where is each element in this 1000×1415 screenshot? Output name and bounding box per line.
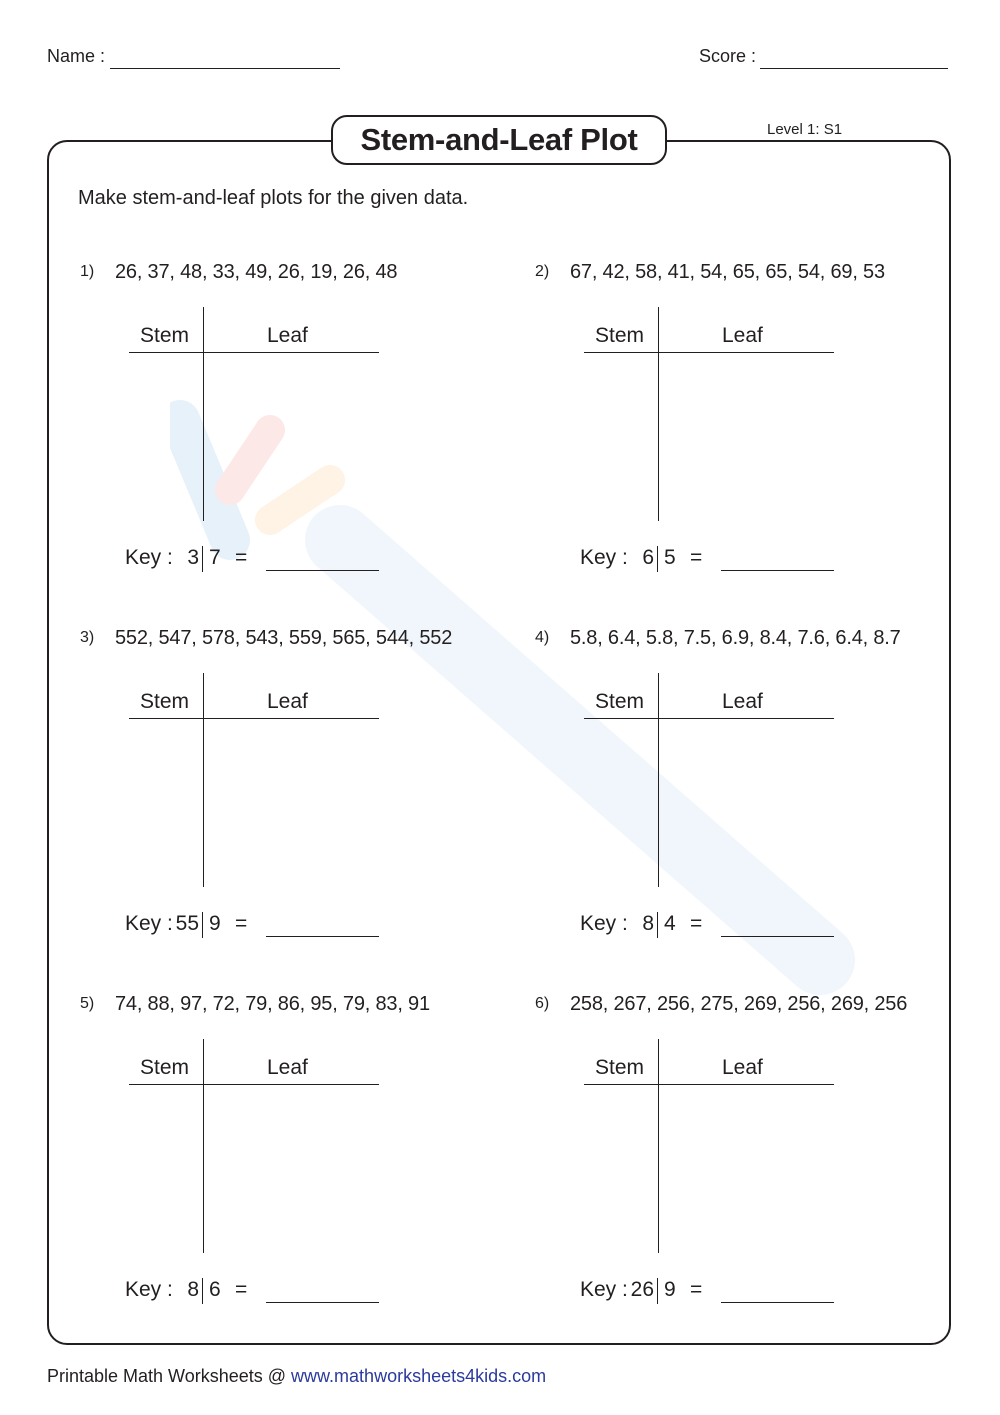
key-answer-blank[interactable] [721,570,834,571]
key-equals: = [235,546,248,569]
stem-leaf-answer-area[interactable] [584,1086,834,1252]
footer-link[interactable]: www.mathworksheets4kids.com [291,1366,547,1386]
problem-data: 26, 37, 48, 33, 49, 26, 19, 26, 48 [115,261,398,283]
stem-header: Stem [140,690,190,713]
leaf-header: Leaf [267,324,308,347]
table-header-line [129,1084,379,1085]
key-answer-blank[interactable] [721,1302,834,1303]
table-header-line [584,352,834,353]
problem-data: 67, 42, 58, 41, 54, 65, 65, 54, 69, 53 [570,261,885,283]
problem-number: 3) [80,629,95,646]
key-answer-blank[interactable] [266,1302,379,1303]
key-label: Key : [125,912,173,935]
key-label: Key : [125,1278,173,1301]
key-label: Key : [580,546,628,569]
key-leaf: 4 [664,912,676,935]
problem-1 [80,260,530,600]
leaf-header: Leaf [267,690,308,713]
key-leaf: 5 [664,546,676,569]
footer-text: Printable Math Worksheets @ [47,1366,292,1386]
key-equals: = [690,1278,703,1301]
problem-data: 5.8, 6.4, 5.8, 7.5, 6.9, 8.4, 7.6, 6.4, 8.7 [570,627,901,649]
problem-4 [535,626,985,966]
footer [47,1366,546,1387]
key-leaf: 9 [209,912,221,935]
stem-header: Stem [595,690,645,713]
leaf-header: Leaf [722,690,763,713]
problem-data: 74, 88, 97, 72, 79, 86, 95, 79, 83, 91 [115,993,430,1015]
key-answer-blank[interactable] [266,570,379,571]
key-equals: = [235,1278,248,1301]
problem-number: 2) [535,263,550,280]
key-equals: = [690,546,703,569]
key-bar [202,1278,203,1304]
problem-number: 1) [80,263,95,280]
name-label: Name : [47,46,106,66]
key-label: Key : [125,546,173,569]
table-header-line [584,718,834,719]
score-field[interactable] [760,68,948,69]
instructions: Make stem-and-leaf plots for the given data. [78,187,469,209]
key-bar [657,912,658,938]
key-leaf: 6 [209,1278,221,1301]
key-bar [657,546,658,572]
key-equals: = [235,912,248,935]
key-answer-blank[interactable] [721,936,834,937]
leaf-header: Leaf [267,1056,308,1079]
page-title: Stem-and-Leaf Plot [331,115,667,165]
leaf-header: Leaf [722,1056,763,1079]
stem-leaf-answer-area[interactable] [129,720,379,886]
key-stem: 8 [187,1278,199,1301]
stem-leaf-answer-area[interactable] [584,354,834,520]
stem-header: Stem [140,1056,190,1079]
key-label: Key : [580,1278,628,1301]
key-bar [657,1278,658,1304]
key-bar [202,546,203,572]
key-leaf: 9 [664,1278,676,1301]
key-stem: 26 [630,1278,654,1301]
key-stem: 3 [187,546,199,569]
stem-header: Stem [595,324,645,347]
problem-number: 5) [80,995,95,1012]
key-equals: = [690,912,703,935]
table-header-line [129,352,379,353]
problem-2 [535,260,985,600]
name-field[interactable] [110,68,340,69]
stem-leaf-answer-area[interactable] [129,354,379,520]
problem-6 [535,992,985,1332]
problem-number: 4) [535,629,550,646]
leaf-header: Leaf [722,324,763,347]
key-label: Key : [580,912,628,935]
stem-header: Stem [140,324,190,347]
stem-header: Stem [595,1056,645,1079]
level-label: Level 1: S1 [767,121,843,138]
key-stem: 55 [175,912,199,935]
key-stem: 8 [642,912,654,935]
score-label: Score : [699,46,757,66]
key-answer-blank[interactable] [266,936,379,937]
stem-leaf-answer-area[interactable] [584,720,834,886]
problem-data: 552, 547, 578, 543, 559, 565, 544, 552 [115,627,453,649]
key-leaf: 7 [209,546,221,569]
table-header-line [129,718,379,719]
key-stem: 6 [642,546,654,569]
problem-5 [80,992,530,1332]
table-header-line [584,1084,834,1085]
problem-3 [80,626,530,966]
stem-leaf-answer-area[interactable] [129,1086,379,1252]
key-bar [202,912,203,938]
problem-data: 258, 267, 256, 275, 269, 256, 269, 256 [570,993,908,1015]
problem-number: 6) [535,995,550,1012]
